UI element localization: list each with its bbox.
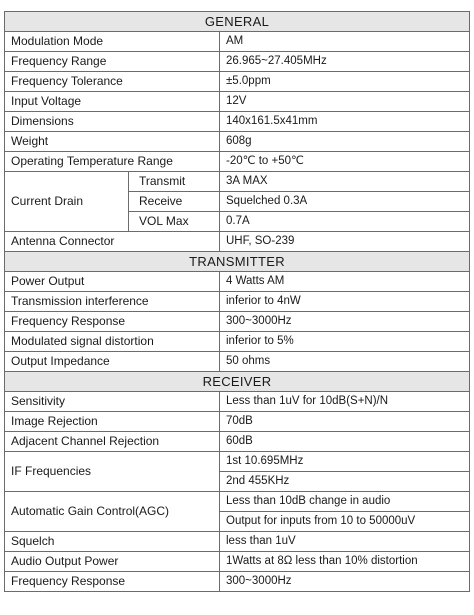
table-row xyxy=(5,112,470,132)
row-value: 608g xyxy=(220,132,470,152)
table-row xyxy=(5,232,470,252)
table-row xyxy=(5,172,470,192)
row-label: Input Voltage xyxy=(5,92,220,112)
section-header-general xyxy=(5,12,470,32)
table-row xyxy=(5,412,470,432)
row-label: Frequency Response xyxy=(5,312,220,332)
table-row xyxy=(5,292,470,312)
row-value: less than 1uV xyxy=(220,532,470,552)
row-label: Frequency Response xyxy=(5,572,220,592)
table-row xyxy=(5,72,470,92)
table-row xyxy=(5,352,470,372)
row-value: 1st 10.695MHz xyxy=(220,452,470,472)
row-value: 70dB xyxy=(220,412,470,432)
table-row xyxy=(5,272,470,292)
row-label: Audio Output Power xyxy=(5,552,220,572)
row-value: 300~3000Hz xyxy=(220,312,470,332)
row-label: Squelch xyxy=(5,532,220,552)
table-row xyxy=(5,312,470,332)
section-header-transmitter xyxy=(5,252,470,272)
row-value: 0.7A xyxy=(220,212,470,232)
row-value: 60dB xyxy=(220,432,470,452)
row-value: -20℃ to +50℃ xyxy=(220,152,470,172)
row-label: Modulation Mode xyxy=(5,32,220,52)
row-label: Dimensions xyxy=(5,112,220,132)
row-value: 2nd 455KHz xyxy=(220,472,470,492)
row-label: Image Rejection xyxy=(5,412,220,432)
table-row xyxy=(5,32,470,52)
section-title: TRANSMITTER xyxy=(5,252,470,272)
row-value: 1Watts at 8Ω less than 10% distortion xyxy=(220,552,470,572)
row-label: Automatic Gain Control(AGC) xyxy=(5,492,220,532)
table-row xyxy=(5,152,470,172)
row-value: UHF, SO-239 xyxy=(220,232,470,252)
row-value: Less than 10dB change in audio xyxy=(220,492,470,512)
row-label: Power Output xyxy=(5,272,220,292)
row-label: Current Drain xyxy=(5,172,129,232)
row-value: 50 ohms xyxy=(220,352,470,372)
row-value: Squelched 0.3A xyxy=(220,192,470,212)
table-row xyxy=(5,452,470,472)
row-label: IF Frequencies xyxy=(5,452,220,492)
section-header-receiver xyxy=(5,372,470,392)
sub-label: Receive xyxy=(129,192,220,212)
row-label: Output Impedance xyxy=(5,352,220,372)
row-value: ±5.0ppm xyxy=(220,72,470,92)
table-row xyxy=(5,532,470,552)
row-value: 140x161.5x41mm xyxy=(220,112,470,132)
section-title: RECEIVER xyxy=(5,372,470,392)
row-value: Output for inputs from 10 to 50000uV xyxy=(220,512,470,532)
table-row xyxy=(5,492,470,512)
table-row xyxy=(5,92,470,112)
row-label: Antenna Connector xyxy=(5,232,220,252)
row-label: Operating Temperature Range xyxy=(5,152,220,172)
table-row xyxy=(5,52,470,72)
table-row xyxy=(5,332,470,352)
row-label: Transmission interference xyxy=(5,292,220,312)
row-value: Less than 1uV for 10dB(S+N)/N xyxy=(220,392,470,412)
table-row xyxy=(5,572,470,592)
row-value: 4 Watts AM xyxy=(220,272,470,292)
row-label: Modulated signal distortion xyxy=(5,332,220,352)
row-value: 300~3000Hz xyxy=(220,572,470,592)
sub-label: VOL Max xyxy=(129,212,220,232)
sub-label: Transmit xyxy=(129,172,220,192)
table-row xyxy=(5,432,470,452)
row-value: 26.965~27.405MHz xyxy=(220,52,470,72)
row-value: inferior to 4nW xyxy=(220,292,470,312)
row-label: Frequency Tolerance xyxy=(5,72,220,92)
table-row xyxy=(5,132,470,152)
row-label: Sensitivity xyxy=(5,392,220,412)
row-value: 12V xyxy=(220,92,470,112)
row-label: Frequency Range xyxy=(5,52,220,72)
section-title: GENERAL xyxy=(5,12,470,32)
row-label: Adjacent Channel Rejection xyxy=(5,432,220,452)
row-value: 3A MAX xyxy=(220,172,470,192)
row-value: inferior to 5% xyxy=(220,332,470,352)
table-row xyxy=(5,552,470,572)
spec-table xyxy=(4,11,470,592)
table-row xyxy=(5,392,470,412)
row-value: AM xyxy=(220,32,470,52)
row-label: Weight xyxy=(5,132,220,152)
